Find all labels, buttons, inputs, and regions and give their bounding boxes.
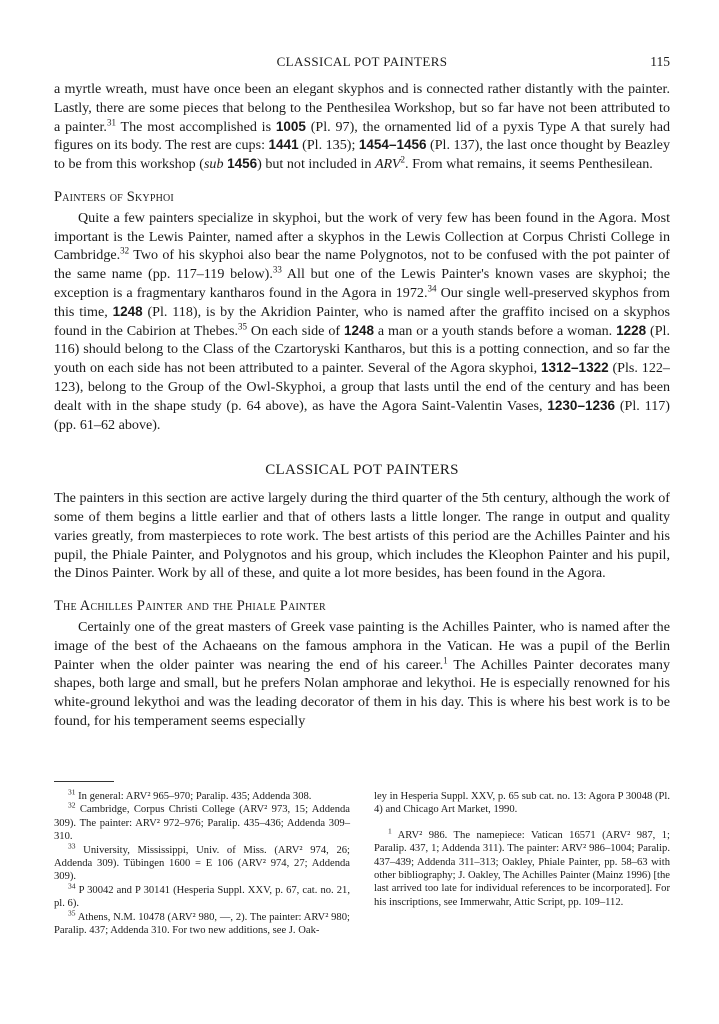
catalog-ref: 1454–1456 <box>358 137 427 153</box>
section-title: CLASSICAL POT PAINTERS <box>265 462 459 479</box>
footnotes-right-column <box>374 790 670 909</box>
running-title: CLASSICAL POT PAINTERS <box>276 54 448 69</box>
footnote-rule <box>54 781 114 782</box>
catalog-ref: 1005 <box>275 118 306 134</box>
footnote-ref-35[interactable]: 35 <box>238 320 247 331</box>
subheading-skyphoi: Painters of Skyphoi <box>54 188 174 205</box>
footnote-ref-34[interactable]: 34 <box>427 283 437 294</box>
footnote-ref-1[interactable]: 1 <box>443 654 448 665</box>
footnote-ref-31[interactable]: 31 <box>106 116 116 127</box>
paragraph-intro: The painters in this section are active largely during the third quarter of the 5th century, although the work of some of them begins a little earlier and that of others lasts a little longer. The range in output and quality varies greatly, from masterpieces to rote work. The best artists of this period are the Achilles Painter and his pupil, the Phiale Painter, and Polygnotos and his group, which includes the Kleophon Painter and his pupil, the Dinos Painter. Work by all of these, and quite a lot more besides, has been found in the Agora. <box>54 490 670 582</box>
running-head <box>54 54 670 74</box>
paragraph-achilles: Certainly one of the great masters of Greek vase painting is the Achilles Painter, who is named after the image of the best of the Achaeans on the famous amphora in the Vatican. He was a pupil of the Berlin Painter when the older painter was nearing the end of his career.$^1$ The Achilles Painter decorates many shapes, both large and small, but he prefers Nolan amphorae and lekythoi. He is especially renowned for his white-ground lekythoi and was the leading decorator of them in his day. This is where his best work is to be found, for his temperament seems especially <box>54 618 670 729</box>
footnote-34: $^{34}$ P 30042 and P 30141 (Hesperia Suppl. XXV, p. 67, cat. no. 21, pl. 6). <box>54 881 350 910</box>
catalog-ref: 1312–1322 <box>541 360 609 376</box>
catalog-ref: 1441 <box>268 137 299 153</box>
footnote-35-continued: ley in Hesperia Suppl. XXV, p. 65 sub cat. no. 13: Agora P 30048 (Pl. 4) and Chicago Art Market, 1990. <box>374 791 670 816</box>
catalog-ref: 1456 <box>227 156 258 172</box>
footnote-ref-33[interactable]: 33 <box>272 264 282 275</box>
paragraph-skyphoi: Quite a few painters specialize in skyphoi, but the work of very few has been found in the Agora. Most important is the Lewis Painter, named after a skyphos in the Lewis Collection at Corpus Christi College in Cambridge.$^{32}$ Two of his skyphoi also bear the name Polygnotos, not to be confused with the pot painter of the same name (pp. 117–119 below).$^{33}$ All but one of the Lewis Painter's known vases are skyphoi; the exception is a fragmentary kantharos found in the Agora in 1972.34 Our single well-preserved skyphos from this time, 1248 (Pl. 118), is by the Akridion Painter, who is named after the graffito incised on a skyphos found in the Cabirion at Thebes.$^{35}$ On each side of 1248 a man or a youth stands before a woman. 1228 (Pl. 116) should belong to the Class of the Czartoryski Kantharos, but this is a potting connection, and so far the youth on each side has not been attributed to a painter. Several of the Agora skyphoi, 1312–1322 (Pls. 122–123), belong to the Group of the Owl-Skyphoi, a group that lasts until the end of the century and has been dealt with in the shape study (p. 64 above), as have the Agora Saint-Valentin Vases, 1230–1236 (Pl. 117) (pp. 61–62 above). <box>54 209 671 433</box>
footnote-31: $^{31}$ In general: ARV² 965–970; Paralip. 435; Addenda 308. <box>68 787 312 802</box>
page-number: 115 <box>650 54 670 69</box>
paragraph-penthesilea: a myrtle wreath, must have once been an elegant skyphos and is connected rather distantly with the painter. Lastly, there are some pieces that belong to the Penthesilea Workshop, but so far have not been attributed to a painter.$^{31}$ The most accomplished is 1005 (Pl. 97), the ornamented lid of a pyxis Type A that surely had figures on its body. The rest are cups: 1441 (Pl. 135); 1454–1456 (Pl. 137), the last once thought by Beazley to be from this workshop (sub 1456) but not included in ARV$^2$. From what remains, it seems Penthesilean. <box>54 81 671 173</box>
footnote-33: $^{33}$ University, Mississippi, Univ. of Miss. (ARV² 974, 26; Addenda 309). Tübingen 1600 = E 106 (ARV² 974, 27; Addenda 309). <box>54 841 350 883</box>
catalog-ref: 1228 <box>616 322 647 338</box>
footnote-ref-32[interactable]: 32 <box>120 245 130 256</box>
footnote-1: $^1$ ARV² 986. The namepiece: Vatican 16571 (ARV² 987, 1; Paralip. 437, 1; Addenda 311). The painter: ARV² 986–1004; Paralip. 437–439; Addenda 311–313; Oakley, Phiale Painter, pp. 58–63 with other bibliography; J. Oakley, The Achilles Painter (Mainz 1996) [the last arrived too late for individual references to be incorporated]. For his inscriptions, see Immerwahr, Attic Script, pp. 109–112. <box>374 826 670 908</box>
catalog-ref: 1248 <box>343 322 375 338</box>
footnote-32: $^{32}$ Cambridge, Corpus Christi College (ARV² 973, 15; Addenda 309). The painter: ARV² 972–976; Paralip. 435–436; Addenda 309–310. <box>54 800 350 843</box>
catalog-ref: 1248 <box>112 303 143 319</box>
catalog-ref: 1230–1236 <box>547 397 615 413</box>
footnotes-left-column <box>54 787 350 937</box>
footnote-35: $^{35}$ Athens, N.M. 10478 (ARV² 980, —, 2). The painter: ARV² 980; Paralip. 437; Addenda 310. For two new additions, see J. Oak- <box>54 908 350 937</box>
main-text <box>54 80 670 731</box>
subheading-achilles: The Achilles Painter and the Phiale Painter <box>54 598 326 615</box>
